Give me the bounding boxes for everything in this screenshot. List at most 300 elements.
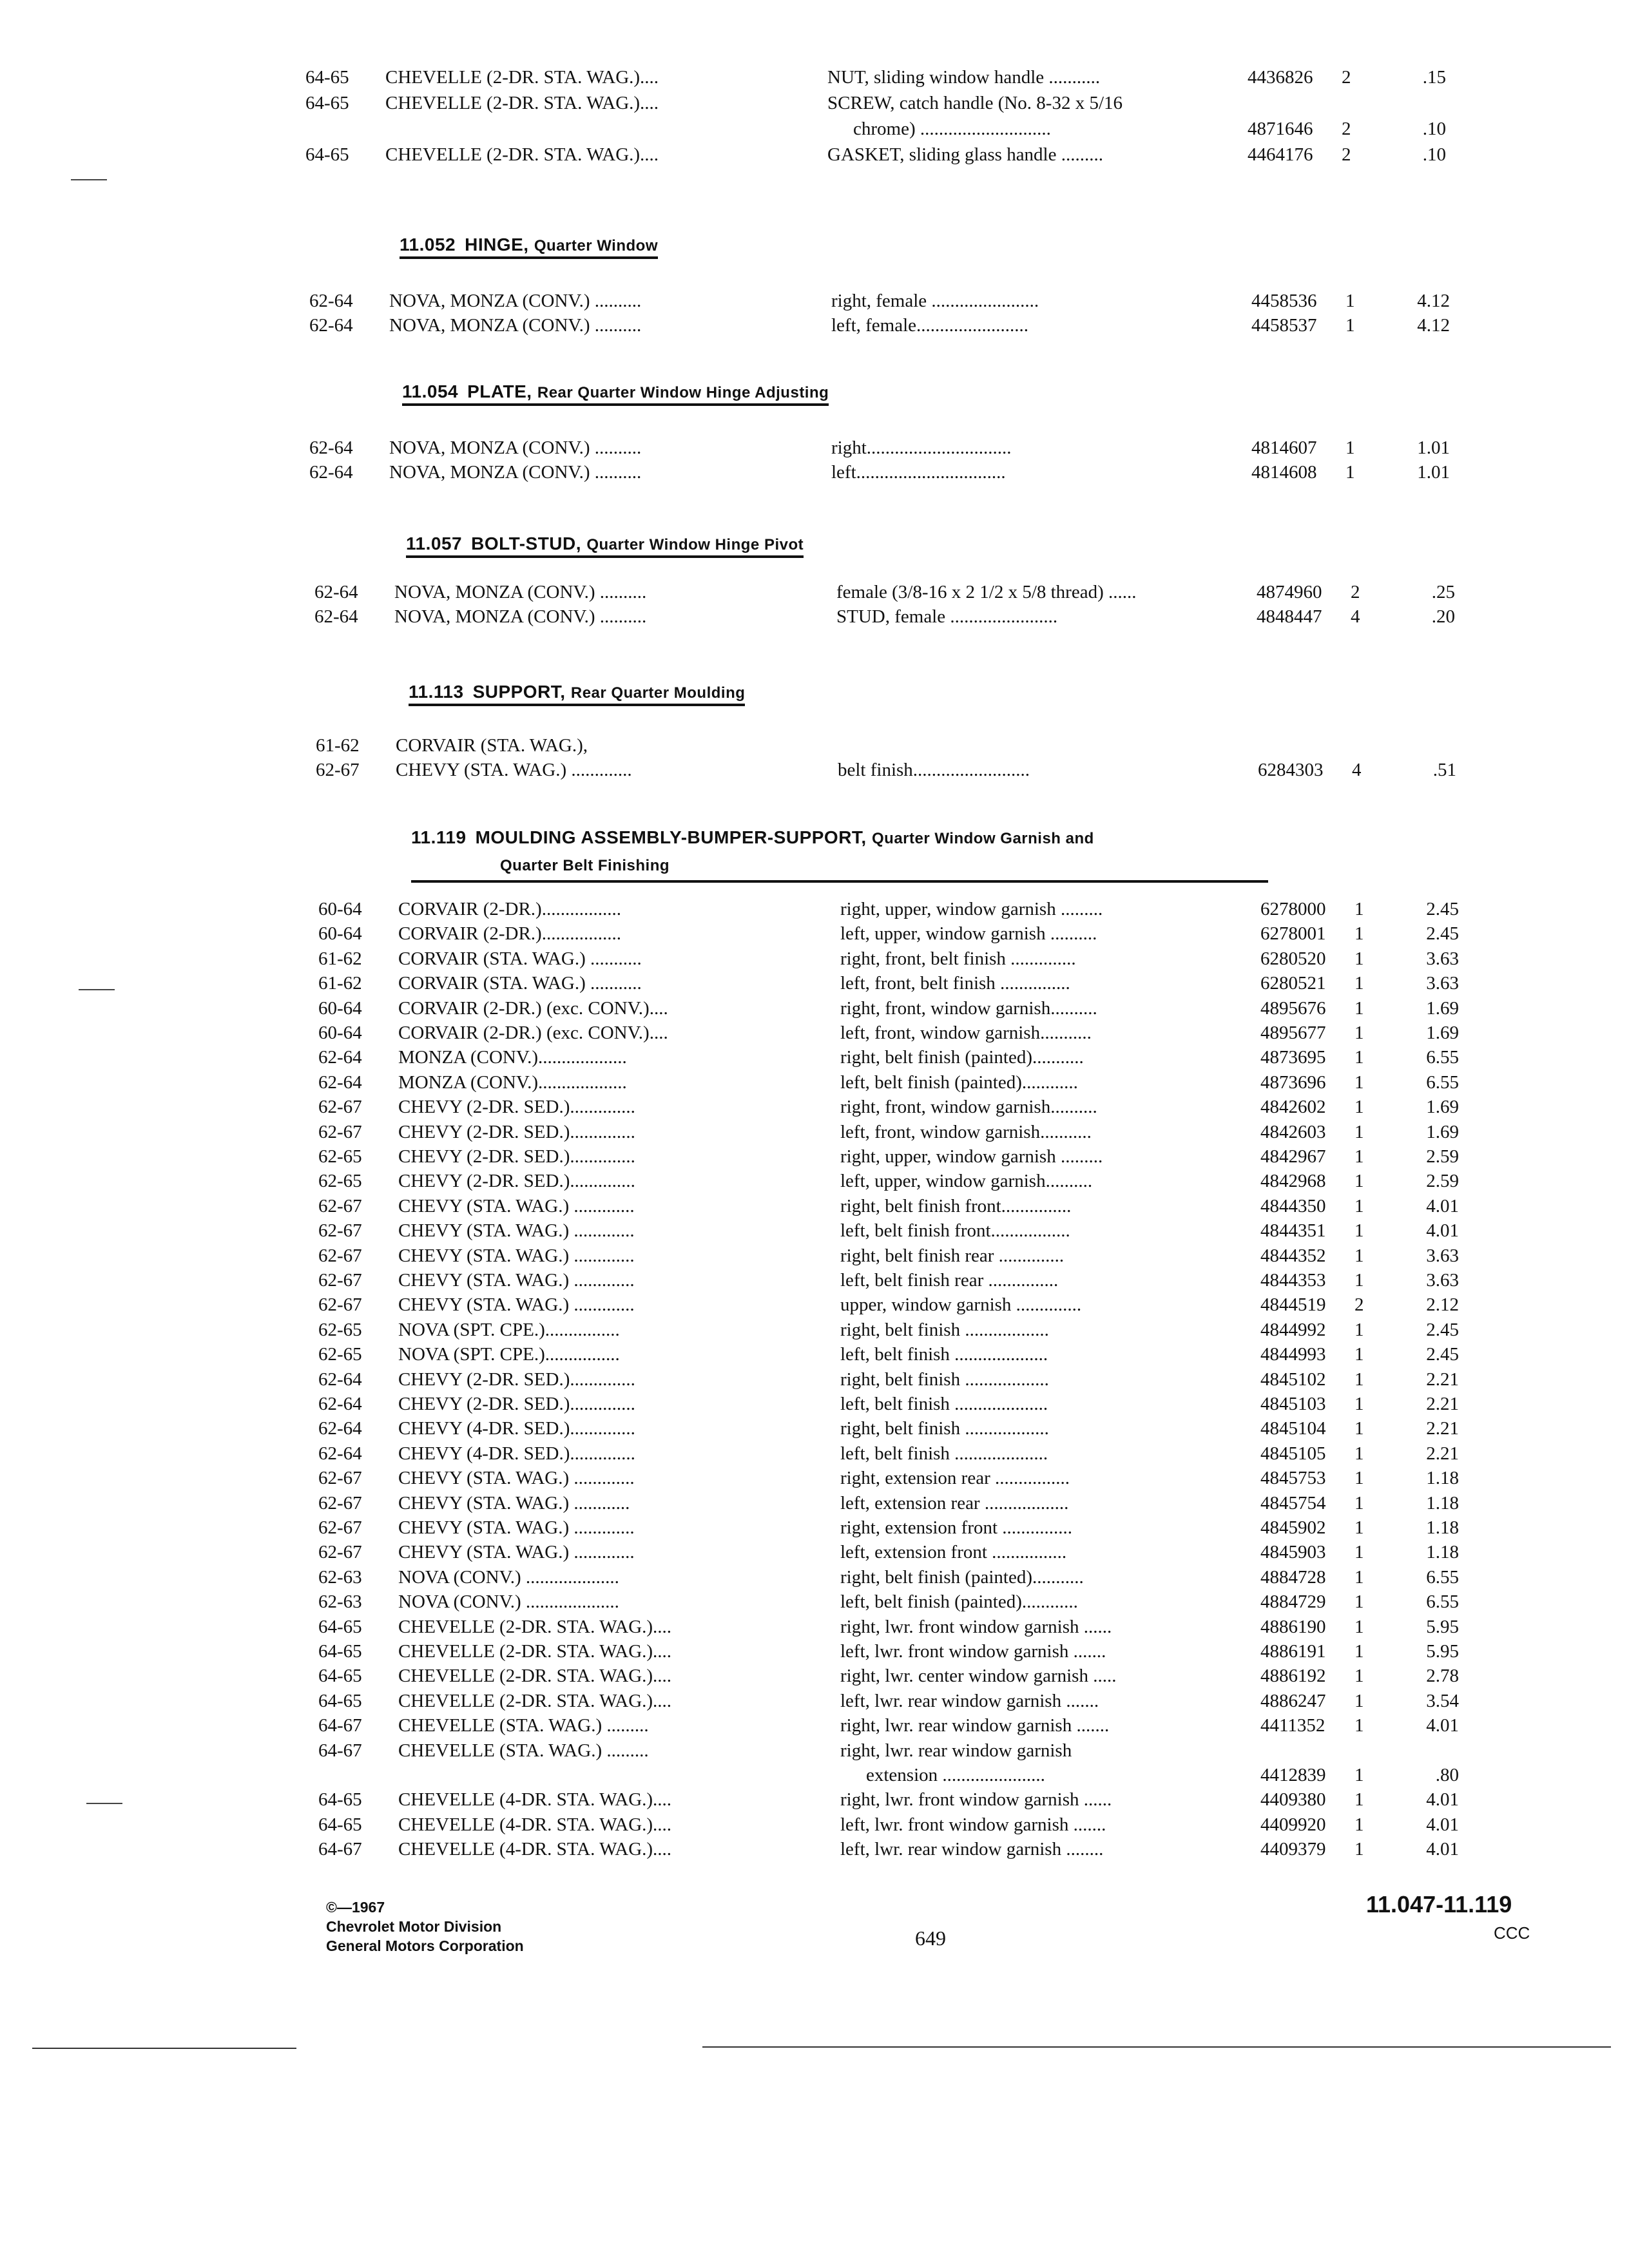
table-row	[309, 460, 1469, 485]
price-cell: 3.63	[1426, 948, 1459, 969]
description-cell: right, belt finish (painted)...........	[840, 1047, 1084, 1068]
years-cell: 64-65	[318, 1641, 362, 1662]
price-cell: 4.01	[1426, 1789, 1459, 1811]
table-row	[318, 947, 1478, 971]
model-cell: CHEVELLE (2-DR. STA. WAG.)....	[385, 67, 659, 88]
model-cell: CHEVY (4-DR. SED.)..............	[398, 1443, 635, 1464]
table-row	[318, 1738, 1478, 1763]
description-cell: right, front, window garnish..........	[840, 1097, 1097, 1118]
table-row	[318, 1515, 1478, 1540]
price-cell: .80	[1435, 1765, 1459, 1785]
scan-edge-line	[32, 2048, 296, 2049]
description-cell: upper, window garnish ..............	[840, 1294, 1082, 1316]
description-cell: right, lwr. front window garnish ......	[840, 1616, 1112, 1637]
table-row	[318, 897, 1478, 921]
part-number-cell: 4884728	[1260, 1566, 1326, 1588]
section-number: 11.113	[409, 682, 464, 702]
section-header-line2	[411, 852, 1268, 879]
description-cell: right, lwr. front window garnish ......	[840, 1789, 1112, 1811]
table-row	[318, 971, 1478, 995]
part-number-cell: 4844350	[1260, 1195, 1326, 1216]
part-number-cell: 4844351	[1260, 1220, 1326, 1242]
years-cell: 62-64	[318, 1418, 362, 1439]
model-cell: CORVAIR (2-DR.) (exc. CONV.)....	[398, 997, 668, 1019]
part-number-cell: 4886191	[1260, 1641, 1326, 1662]
description-cell: right, female .......................	[831, 291, 1039, 311]
description-cell: right, front, belt finish ..............	[840, 948, 1076, 969]
years-cell: 62-67	[316, 760, 360, 780]
table-row	[318, 1837, 1478, 1861]
section-title: HINGE,	[465, 235, 529, 255]
model-cell: NOVA (SPT. CPE.)................	[398, 1344, 620, 1365]
part-number-cell: 4436826	[1248, 67, 1313, 88]
price-cell: 3.63	[1426, 1245, 1459, 1266]
part-number-cell: 6284303	[1258, 760, 1324, 780]
scan-edge-line	[702, 2046, 1611, 2048]
part-number-cell: 4873695	[1260, 1047, 1326, 1068]
years-cell: 62-64	[309, 291, 353, 311]
price-cell: 2.21	[1426, 1394, 1459, 1414]
description-cell: left, front, belt finish ...............	[840, 973, 1070, 994]
model-cell: CHEVY (4-DR. SED.)..............	[398, 1418, 635, 1439]
table-row	[318, 1639, 1478, 1664]
price-cell: 1.69	[1426, 1121, 1459, 1142]
description-cell: left, belt finish ....................	[840, 1443, 1048, 1464]
price-cell: 3.63	[1426, 1270, 1459, 1291]
quantity-cell: 1	[1354, 948, 1364, 969]
table-row	[309, 436, 1469, 460]
quantity-cell: 1	[1354, 1344, 1364, 1365]
part-number-cell: 6278000	[1260, 899, 1326, 919]
section-header-line1	[411, 825, 1268, 852]
part-number-cell: 4845902	[1260, 1517, 1326, 1538]
years-cell: 64-67	[318, 1715, 362, 1736]
price-cell: 4.01	[1426, 1220, 1459, 1242]
part-number-cell: 4464176	[1248, 144, 1313, 165]
years-cell: 62-63	[318, 1566, 362, 1588]
table-row	[309, 289, 1469, 313]
model-cell: CHEVELLE (4-DR. STA. WAG.)....	[398, 1789, 672, 1811]
model-cell: CHEVY (STA. WAG.) .............	[398, 1517, 635, 1538]
part-number-cell: 4842968	[1260, 1171, 1326, 1192]
part-number-cell: 4844992	[1260, 1319, 1326, 1340]
model-cell: MONZA (CONV.)...................	[398, 1047, 627, 1068]
table-row	[318, 1021, 1478, 1045]
years-cell: 60-64	[318, 923, 362, 945]
description-cell-continued: extension ......................	[866, 1765, 1045, 1785]
top-rows	[305, 64, 1465, 168]
model-cell: CHEVY (2-DR. SED.)..............	[398, 1097, 635, 1118]
table-row	[318, 1615, 1478, 1639]
years-cell: 62-64	[314, 582, 358, 602]
table-row	[318, 1144, 1478, 1169]
description-cell: left, belt finish ....................	[840, 1344, 1048, 1365]
quantity-cell: 1	[1354, 1690, 1364, 1711]
price-cell: .10	[1422, 119, 1446, 139]
table-row	[318, 1268, 1478, 1293]
table-row-continuation	[305, 116, 1465, 142]
model-cell: CHEVY (STA. WAG.) .............	[396, 760, 632, 780]
years-cell: 62-64	[309, 437, 353, 458]
model-cell: NOVA (SPT. CPE.)................	[398, 1319, 620, 1340]
price-cell: .15	[1422, 67, 1446, 88]
model-cell: NOVA, MONZA (CONV.) ..........	[394, 606, 647, 627]
quantity-cell: 1	[1354, 1666, 1364, 1687]
quantity-cell: 2	[1342, 144, 1351, 165]
part-number-cell: 4814608	[1251, 462, 1317, 483]
part-number-cell: 4412839	[1260, 1765, 1326, 1785]
table-row	[318, 1713, 1478, 1738]
description-cell: right...............................	[831, 437, 1012, 458]
model-cell: NOVA, MONZA (CONV.) ..........	[389, 437, 642, 458]
quantity-cell: 1	[1354, 1220, 1364, 1242]
description-cell: left, extension front ................	[840, 1542, 1067, 1563]
years-cell: 62-67	[318, 1270, 362, 1291]
years-cell: 62-64	[314, 606, 358, 627]
price-cell: 4.12	[1417, 291, 1450, 311]
part-number-cell: 4845104	[1260, 1418, 1326, 1439]
part-number-cell: 4874960	[1257, 582, 1322, 602]
section-range: 11.047-11.119	[1366, 1891, 1512, 1917]
price-cell: 3.63	[1426, 973, 1459, 994]
table-row	[318, 1466, 1478, 1490]
quantity-cell: 1	[1354, 1517, 1364, 1538]
price-cell: 2.45	[1426, 1344, 1459, 1365]
table-row	[318, 1565, 1478, 1590]
description-cell: left, belt finish ....................	[840, 1394, 1048, 1414]
model-cell: NOVA, MONZA (CONV.) ..........	[394, 582, 647, 602]
table-row	[318, 1244, 1478, 1268]
section-number: 11.052	[400, 235, 456, 255]
price-cell: 5.95	[1426, 1616, 1459, 1637]
years-cell: 64-65	[305, 144, 349, 165]
years-cell: 60-64	[318, 899, 362, 919]
description-cell: right, upper, window garnish .........	[840, 1146, 1103, 1167]
section-title: PLATE,	[467, 381, 532, 401]
quantity-cell: 1	[1354, 1121, 1364, 1142]
part-number-cell: 4886247	[1260, 1690, 1326, 1711]
quantity-cell: 1	[1354, 1641, 1364, 1662]
part-number-cell: 4848447	[1257, 606, 1322, 627]
years-cell: 64-65	[318, 1666, 362, 1687]
division-name: Chevrolet Motor Division	[326, 1918, 502, 1935]
description-cell: left, belt finish front.................	[840, 1220, 1070, 1242]
part-number-cell: 4842967	[1260, 1146, 1326, 1167]
price-cell: 6.55	[1426, 1566, 1459, 1588]
section-header-11-057	[406, 533, 804, 558]
description-cell: right, belt finish (painted)...........	[840, 1566, 1084, 1588]
price-cell: .20	[1431, 606, 1455, 627]
description-cell: left, belt finish (painted)............	[840, 1591, 1078, 1613]
section-subtitle-line1: Quarter Window Garnish and	[871, 830, 1094, 847]
table-row	[316, 758, 1476, 782]
years-cell: 62-67	[318, 1294, 362, 1316]
years-cell: 61-62	[316, 735, 360, 756]
part-number-cell: 4873696	[1260, 1072, 1326, 1093]
description-cell: left, lwr. rear window garnish ........	[840, 1839, 1104, 1860]
description-cell: right, belt finish front...............	[840, 1195, 1072, 1216]
copyright-year: ©—1967	[326, 1899, 385, 1916]
model-cell: CHEVY (2-DR. SED.)..............	[398, 1121, 635, 1142]
price-cell: 6.55	[1426, 1072, 1459, 1093]
table-row	[318, 1218, 1478, 1243]
model-cell: CHEVELLE (STA. WAG.) .........	[398, 1715, 649, 1736]
part-number-cell: 4458536	[1251, 291, 1317, 311]
price-cell: 2.21	[1426, 1418, 1459, 1439]
model-cell: NOVA, MONZA (CONV.) ..........	[389, 291, 642, 311]
table-row	[305, 142, 1465, 168]
description-cell: right, extension rear ................	[840, 1468, 1070, 1489]
part-number-cell: 4844353	[1260, 1270, 1326, 1291]
quantity-cell: 2	[1342, 119, 1351, 139]
description-cell: left, lwr. front window garnish .......	[840, 1814, 1106, 1835]
description-cell: right, upper, window garnish .........	[840, 899, 1103, 919]
price-cell: 4.12	[1417, 315, 1450, 336]
model-cell: CHEVY (2-DR. SED.)..............	[398, 1171, 635, 1192]
years-cell: 64-65	[318, 1814, 362, 1835]
model-cell: CHEVY (STA. WAG.) .............	[398, 1468, 635, 1489]
part-number-cell: 4895676	[1260, 997, 1326, 1019]
quantity-cell: 1	[1354, 1789, 1364, 1811]
corporation-name: General Motors Corporation	[326, 1937, 524, 1954]
model-cell: CHEVELLE (4-DR. STA. WAG.)....	[398, 1814, 672, 1835]
description-cell: left, belt finish (painted)............	[840, 1072, 1078, 1093]
quantity-cell: 1	[1354, 1616, 1364, 1637]
years-cell: 64-65	[318, 1616, 362, 1637]
table-row	[305, 64, 1465, 90]
description-cell: NUT, sliding window handle ...........	[827, 67, 1101, 88]
section-title: BOLT-STUD,	[471, 533, 582, 553]
price-cell: 3.54	[1426, 1690, 1459, 1711]
years-cell: 62-67	[318, 1220, 362, 1242]
quantity-cell: 1	[1354, 899, 1364, 919]
quantity-cell: 1	[1354, 1443, 1364, 1464]
part-number-cell: 4884729	[1260, 1591, 1326, 1613]
section-number: 11.054	[402, 381, 459, 401]
quantity-cell: 1	[1354, 923, 1364, 945]
model-cell: CHEVELLE (2-DR. STA. WAG.)....	[398, 1641, 672, 1662]
quantity-cell: 4	[1352, 760, 1362, 780]
table-row-continuation	[318, 1763, 1478, 1787]
model-cell: CORVAIR (STA. WAG.) ...........	[398, 948, 642, 969]
model-cell: CHEVY (STA. WAG.) .............	[398, 1294, 635, 1316]
model-cell: CHEVELLE (2-DR. STA. WAG.)....	[385, 93, 659, 113]
quantity-cell: 1	[1354, 1023, 1364, 1043]
margin-mark	[79, 989, 115, 990]
price-cell: 1.18	[1426, 1517, 1459, 1538]
quantity-cell: 1	[1354, 1319, 1364, 1340]
quantity-cell: 1	[1354, 1097, 1364, 1118]
price-cell: 2.21	[1426, 1443, 1459, 1464]
quantity-cell: 1	[1354, 1542, 1364, 1563]
years-cell: 62-65	[318, 1344, 362, 1365]
quantity-cell: 4	[1351, 606, 1360, 627]
description-cell: right, belt finish ..................	[840, 1418, 1049, 1439]
quantity-cell: 1	[1354, 1715, 1364, 1736]
table-row	[318, 1070, 1478, 1095]
description-cell-continued: chrome) ............................	[853, 119, 1051, 139]
section-subtitle: Rear Quarter Moulding	[570, 684, 746, 702]
years-cell: 62-64	[318, 1369, 362, 1390]
page-number: 649	[915, 1927, 946, 1950]
price-cell: .25	[1431, 582, 1455, 602]
table-row	[318, 1491, 1478, 1515]
price-cell: 5.95	[1426, 1641, 1459, 1662]
quantity-cell: 1	[1345, 315, 1355, 336]
quantity-cell: 1	[1354, 1072, 1364, 1093]
description-cell: left, belt finish rear ...............	[840, 1270, 1059, 1291]
years-cell: 64-67	[318, 1740, 362, 1761]
margin-mark	[71, 179, 107, 180]
table-row	[318, 1787, 1478, 1812]
table-row	[318, 1540, 1478, 1564]
description-cell: right, belt finish ..................	[840, 1319, 1049, 1340]
years-cell: 62-64	[309, 315, 353, 336]
years-cell: 62-65	[318, 1319, 362, 1340]
model-cell: CHEVELLE (2-DR. STA. WAG.)....	[398, 1666, 672, 1687]
table-row	[305, 90, 1465, 116]
table-row	[316, 733, 1476, 758]
description-cell: left................................	[831, 462, 1006, 483]
page-code: CCC	[1494, 1923, 1530, 1943]
description-cell: right, lwr. rear window garnish	[840, 1740, 1072, 1761]
table-row	[318, 1169, 1478, 1193]
price-cell: 2.45	[1426, 1319, 1459, 1340]
copyright-block	[326, 1898, 524, 1956]
price-cell: 2.45	[1426, 923, 1459, 945]
quantity-cell: 1	[1354, 1418, 1364, 1439]
table-row	[318, 1367, 1478, 1392]
years-cell: 64-65	[305, 93, 349, 113]
model-cell: CHEVY (2-DR. SED.)..............	[398, 1394, 635, 1414]
section-header-11-113	[409, 682, 745, 706]
description-cell: right, belt finish rear ..............	[840, 1245, 1065, 1266]
years-cell: 64-65	[305, 67, 349, 88]
table-row	[318, 1664, 1478, 1688]
years-cell: 62-65	[318, 1146, 362, 1167]
description-cell: belt finish.........................	[838, 760, 1030, 780]
price-cell: 4.01	[1426, 1715, 1459, 1736]
model-cell: CORVAIR (STA. WAG.) ...........	[398, 973, 642, 994]
quantity-cell: 1	[1354, 973, 1364, 994]
part-number-cell: 4895677	[1260, 1023, 1326, 1043]
section-rows-11-057	[314, 580, 1474, 629]
quantity-cell: 1	[1345, 291, 1355, 311]
quantity-cell: 1	[1345, 462, 1355, 483]
part-number-cell: 4411352	[1260, 1715, 1325, 1736]
model-cell: CHEVY (STA. WAG.) .............	[398, 1245, 635, 1266]
price-cell: 6.55	[1426, 1591, 1459, 1613]
price-cell: 2.78	[1426, 1666, 1459, 1687]
years-cell: 62-63	[318, 1591, 362, 1613]
table-row	[318, 1045, 1478, 1070]
part-number-cell: 4845753	[1260, 1468, 1326, 1489]
part-number-cell: 4458537	[1251, 315, 1317, 336]
model-cell: CHEVELLE (STA. WAG.) .........	[398, 1740, 649, 1761]
description-cell: right, lwr. rear window garnish .......	[840, 1715, 1110, 1736]
model-cell: CHEVELLE (2-DR. STA. WAG.)....	[398, 1690, 672, 1711]
description-cell: left, extension rear ..................	[840, 1492, 1069, 1514]
years-cell: 62-67	[318, 1097, 362, 1118]
part-number-cell: 6280520	[1260, 948, 1326, 969]
quantity-cell: 1	[1354, 1765, 1364, 1785]
model-cell: NOVA, MONZA (CONV.) ..........	[389, 462, 642, 483]
model-cell: CHEVY (STA. WAG.) .............	[398, 1220, 635, 1242]
model-cell: CORVAIR (STA. WAG.),	[396, 735, 588, 756]
part-number-cell: 4886190	[1260, 1616, 1326, 1637]
quantity-cell: 1	[1354, 1591, 1364, 1613]
description-cell: right, front, window garnish..........	[840, 997, 1097, 1019]
years-cell: 62-67	[318, 1517, 362, 1538]
part-number-cell: 4842602	[1260, 1097, 1326, 1118]
model-cell: CORVAIR (2-DR.).................	[398, 923, 621, 945]
years-cell: 62-65	[318, 1171, 362, 1192]
price-cell: 6.55	[1426, 1047, 1459, 1068]
section-number: 11.119	[411, 827, 467, 847]
price-cell: 4.01	[1426, 1195, 1459, 1216]
part-number-cell: 4409380	[1260, 1789, 1326, 1811]
model-cell: CHEVY (2-DR. SED.)..............	[398, 1369, 635, 1390]
table-row	[318, 1095, 1478, 1119]
part-number-cell: 6280521	[1260, 973, 1326, 994]
margin-mark	[86, 1803, 122, 1804]
part-number-cell: 4845105	[1260, 1443, 1326, 1464]
table-row	[318, 996, 1478, 1021]
years-cell: 61-62	[318, 948, 362, 969]
section-header-11-054	[402, 381, 829, 406]
part-number-cell: 4871646	[1248, 119, 1313, 139]
years-cell: 60-64	[318, 997, 362, 1019]
price-cell: .10	[1422, 144, 1446, 165]
quantity-cell: 1	[1354, 1171, 1364, 1192]
years-cell: 64-65	[318, 1690, 362, 1711]
section-rows-11-113	[316, 733, 1476, 782]
quantity-cell: 1	[1354, 1369, 1364, 1390]
description-cell: female (3/8-16 x 2 1/2 x 5/8 thread) ......	[836, 582, 1137, 602]
model-cell: CHEVELLE (2-DR. STA. WAG.)....	[385, 144, 659, 165]
price-cell: 1.01	[1417, 437, 1450, 458]
table-row	[314, 580, 1474, 604]
table-row	[314, 604, 1474, 629]
years-cell: 62-67	[318, 1195, 362, 1216]
model-cell: CHEVELLE (2-DR. STA. WAG.)....	[398, 1616, 672, 1637]
section-title: SUPPORT,	[472, 682, 566, 702]
table-row	[318, 1318, 1478, 1342]
part-number-cell: 4845103	[1260, 1394, 1326, 1414]
table-row	[318, 1194, 1478, 1218]
table-row	[318, 1120, 1478, 1144]
description-cell: right, extension front ...............	[840, 1517, 1073, 1538]
description-cell: right, belt finish ..................	[840, 1369, 1049, 1390]
section-rows-11-054	[309, 436, 1469, 485]
price-cell: 1.69	[1426, 997, 1459, 1019]
model-cell: CHEVY (2-DR. SED.)..............	[398, 1146, 635, 1167]
part-number-cell: 4844352	[1260, 1245, 1326, 1266]
price-cell: 2.59	[1426, 1171, 1459, 1192]
description-cell: STUD, female .......................	[836, 606, 1058, 627]
table-row	[318, 1441, 1478, 1466]
section-subtitle: Quarter Window	[534, 237, 658, 255]
price-cell: 2.21	[1426, 1369, 1459, 1390]
table-row	[318, 1416, 1478, 1441]
table-row	[318, 1392, 1478, 1416]
years-cell: 64-67	[318, 1839, 362, 1860]
quantity-cell: 2	[1342, 67, 1351, 88]
table-row	[318, 1689, 1478, 1713]
part-number-cell: 4844519	[1260, 1294, 1326, 1316]
quantity-cell: 1	[1354, 1270, 1364, 1291]
quantity-cell: 1	[1354, 1047, 1364, 1068]
